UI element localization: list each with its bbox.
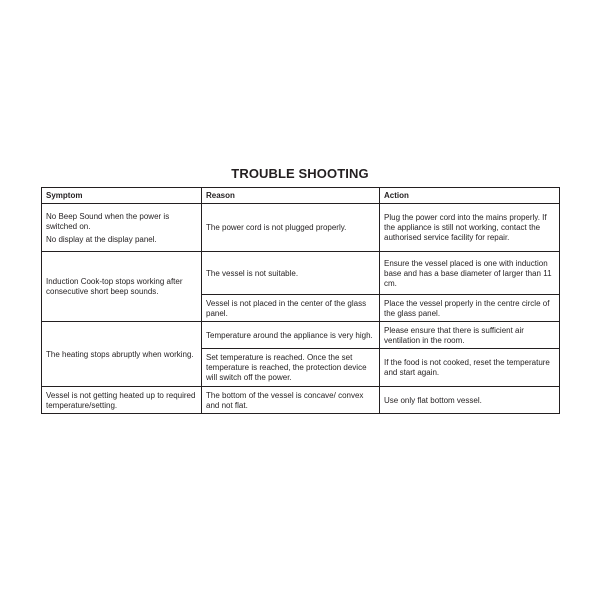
reason-cell: Temperature around the appliance is very high. [202, 322, 380, 349]
action-cell: Use only flat bottom vessel. [380, 387, 560, 414]
symptom-cell [42, 387, 202, 414]
symptom-cell [42, 322, 202, 387]
symptom-text: The heating stops abruptly when working. [46, 349, 194, 359]
table-row [42, 252, 560, 295]
symptom-text: Induction Cook-top stops working after consecutive short beep sounds. [46, 277, 183, 296]
page-title: TROUBLE SHOOTING [231, 166, 369, 181]
action-cell: Place the vessel properly in the centre circle of the glass panel. [380, 295, 560, 322]
troubleshooting-table [41, 187, 560, 414]
symptom-text: No display at the display panel. [46, 234, 157, 244]
symptom-text: No Beep Sound when the power is switched on. [46, 211, 170, 231]
reason-header: Reason [202, 188, 380, 204]
action-cell: If the food is not cooked, reset the temperature and start again. [380, 349, 560, 387]
reason-cell: Vessel is not placed in the center of the glass panel. [202, 295, 380, 322]
table-row [42, 322, 560, 349]
symptom-cell [42, 252, 202, 322]
table-row [42, 204, 560, 252]
symptom-header: Symptom [42, 188, 202, 204]
action-cell: Please ensure that there is sufficient air ventilation in the room. [380, 322, 560, 349]
action-cell: Ensure the vessel placed is one with induction base and has a base diameter of larger than 11 cm. [380, 252, 560, 295]
reason-cell: The power cord is not plugged properly. [202, 204, 380, 252]
table-header-row [42, 188, 560, 204]
reason-cell: Set temperature is reached. Once the set temperature is reached, the protection device will switch off the power. [202, 349, 380, 387]
symptom-text: Vessel is not getting heated up to required temperature/setting. [46, 390, 196, 410]
reason-cell: The bottom of the vessel is concave/ convex and not flat. [202, 387, 380, 414]
table-row [42, 387, 560, 414]
reason-cell: The vessel is not suitable. [202, 252, 380, 295]
symptom-cell [42, 204, 202, 252]
action-cell: Plug the power cord into the mains properly. If the appliance is still not working, contact the authorised service facility for repair. [380, 204, 560, 252]
action-header: Action [380, 188, 560, 204]
